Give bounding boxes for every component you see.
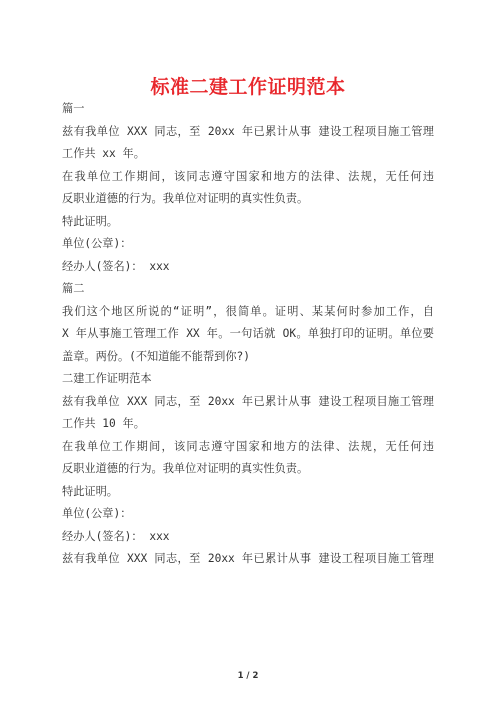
- paragraph-line: 在我单位工作期间，该同志遵守国家和地方的法律、法规，无任何违: [62, 439, 434, 453]
- paragraph-line: 兹有我单位 XXX 同志，至 20xx 年已累计从事 建设工程项目施工管理: [62, 124, 434, 138]
- paragraph-line: 篇二: [62, 282, 85, 295]
- paragraph-line: 工作共 10 年。: [62, 417, 145, 430]
- paragraph-line: 兹有我单位 XXX 同志，至 20xx 年已累计从事 建设工程项目施工管理: [62, 552, 434, 565]
- document-title: 标准二建工作证明范本: [150, 76, 346, 98]
- page-number: 1 / 2: [237, 671, 259, 681]
- paragraph-line: 经办人(签名)： xxx: [62, 259, 170, 273]
- paragraph-line: 反职业道德的行为。我单位对证明的真实性负责。: [62, 192, 309, 205]
- document-body: [62, 98, 434, 571]
- paragraph-line: 特此证明。: [62, 214, 118, 228]
- paragraph-line: 单位(公章)：: [62, 237, 132, 250]
- paragraph-line: 单位(公章)：: [62, 507, 132, 520]
- paragraph-line: 工作共 xx 年。: [62, 147, 145, 160]
- paragraph-line: 特此证明。: [62, 484, 118, 498]
- paragraph-line: 经办人(签名)： xxx: [62, 529, 170, 543]
- paragraph-line: 二建工作证明范本: [62, 372, 152, 385]
- paragraph-line: X 年从事施工管理工作 XX 年。一句话就 OK。单独打印的证明。单位要: [62, 327, 434, 340]
- paragraph-line: 我们这个地区所说的“证明”，很简单。证明、某某何时参加工作，自: [62, 304, 434, 318]
- paragraph-line: 反职业道德的行为。我单位对证明的真实性负责。: [62, 462, 309, 475]
- paragraph-line: 篇一: [62, 102, 85, 115]
- paragraph-line: 兹有我单位 XXX 同志，至 20xx 年已累计从事 建设工程项目施工管理: [62, 394, 434, 408]
- paragraph-line: 在我单位工作期间，该同志遵守国家和地方的法律、法规，无任何违: [62, 169, 434, 183]
- paragraph-line: 盖章。两份。(不知道能不能帮到你?): [62, 349, 251, 363]
